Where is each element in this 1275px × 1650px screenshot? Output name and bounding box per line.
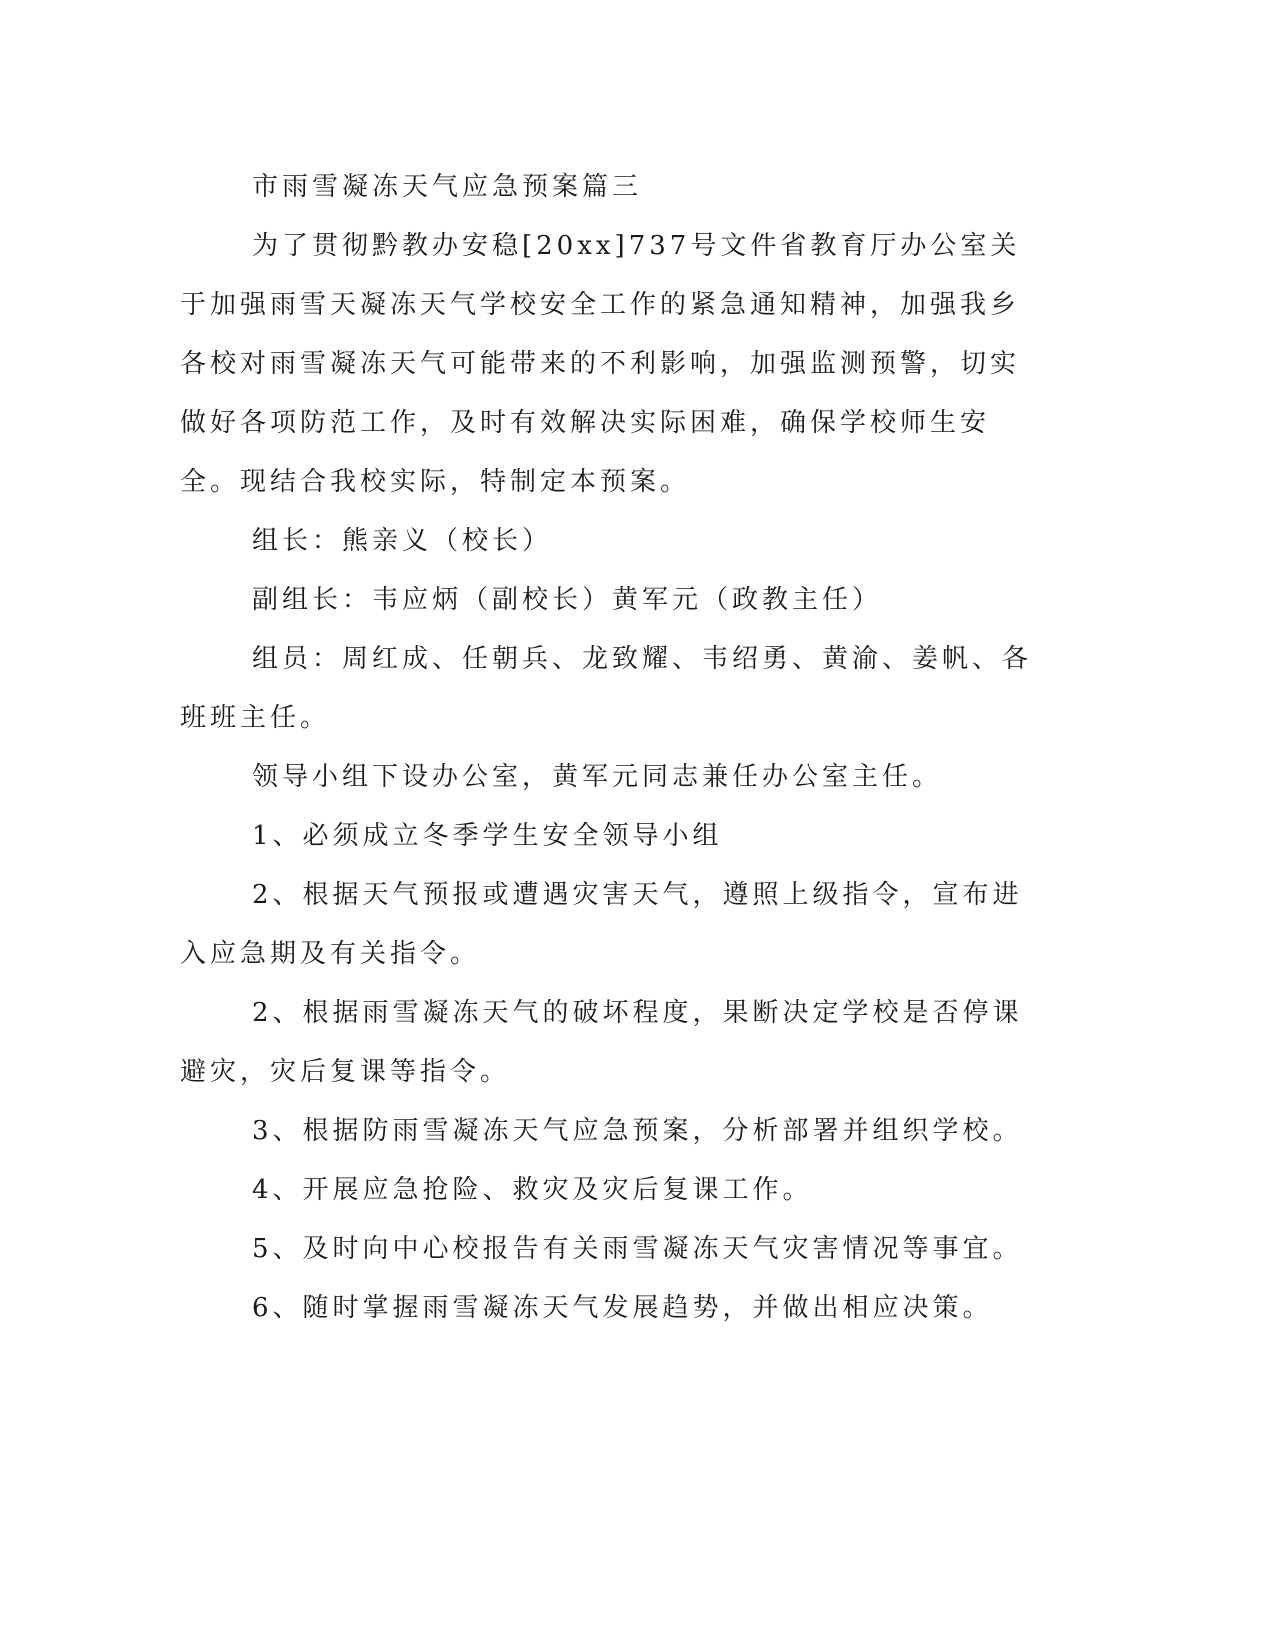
list-item: 2、根据天气预报或遭遇灾害天气，遵照上级指令，宣布进入应急期及有关指令。: [180, 880, 1023, 969]
paragraph-group-leader: 组长：熊亲义（校长）: [252, 526, 553, 556]
list-item: 5、及时向中心校报告有关雨雪凝冻天气灾害情况等事宜。: [252, 1234, 1023, 1264]
list-item: 1、必须成立冬季学生安全领导小组: [252, 821, 723, 851]
list-item: 6、随时掌握雨雪凝冻天气发展趋势，并做出相应决策。: [252, 1293, 993, 1323]
list-item: 3、根据防雨雪凝冻天气应急预案，分析部署并组织学校。: [252, 1116, 1023, 1146]
list-item: 2、根据雨雪凝冻天气的破坏程度，果断决定学校是否停课避灾，灾后复课等指令。: [180, 998, 1023, 1087]
paragraph-members: 组员：周红成、任朝兵、龙致耀、韦绍勇、黄渝、姜帆、各班班主任。: [180, 644, 1033, 733]
list-item: 4、开展应急抢险、救灾及灾后复课工作。: [252, 1175, 813, 1205]
paragraph-office: 领导小组下设办公室，黄军元同志兼任办公室主任。: [252, 762, 943, 792]
paragraph-intro: 为了贯彻黔教办安稳[20xx]737号文件省教育厅办公室关于加强雨雪天凝冻天气学校安全工作的紧急通知精神，加强我乡各校对雨雪凝冻天气可能带来的不利影响，加强监测预警，切实做好各项防范工作，及时有效解决实际困难，确保学校师生安全。现结合我校实际，特制定本预案。: [180, 231, 1021, 497]
document-body: [180, 158, 1040, 1338]
document-title: 市雨雪凝冻天气应急预案篇三: [252, 172, 643, 202]
paragraph-deputy-leader: 副组长：韦应炳（副校长）黄军元（政教主任）: [252, 585, 883, 615]
